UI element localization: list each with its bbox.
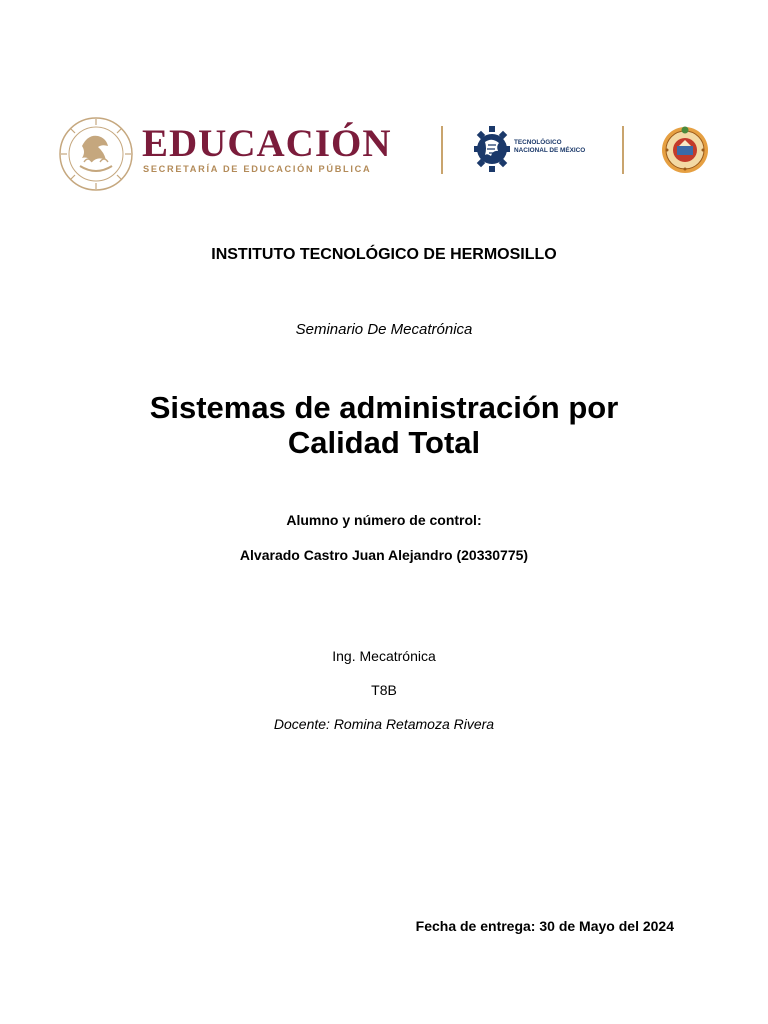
logo-divider — [622, 126, 624, 174]
mexican-coat-of-arms-icon — [58, 116, 134, 192]
tecnm-name — [514, 139, 585, 155]
title-line-2: Calidad Total — [287, 425, 481, 460]
education-subtitle: SECRETARÍA DE EDUCACIÓN PÚBLICA — [143, 164, 372, 174]
header-logos — [0, 110, 768, 190]
education-title: EDUCACIÓN — [142, 122, 392, 165]
teacher: Docente: Romina Retamoza Rivera — [273, 716, 495, 732]
career: Ing. Mecatrónica — [332, 648, 436, 664]
student-name: Alvarado Castro Juan Alejandro (20330775) — [239, 547, 529, 563]
tecnm-line-1: TECNOLÓGICO — [514, 139, 562, 146]
course-name: Seminario De Mecatrónica — [295, 321, 473, 338]
institute-name: INSTITUTO TECNOLÓGICO DE HERMOSILLO — [211, 246, 557, 263]
tecnm-logo-icon — [474, 126, 510, 172]
tecnm-line-2: NACIONAL DE MÉXICO — [514, 147, 586, 154]
document-title — [0, 390, 768, 460]
ith-seal-icon — [661, 126, 709, 174]
title-line-1: Sistemas de administración por — [149, 390, 619, 425]
group: T8B — [371, 682, 397, 698]
logo-divider — [441, 126, 443, 174]
student-label: Alumno y número de control: — [286, 512, 482, 528]
due-date: Fecha de entrega: 30 de Mayo del 2024 — [415, 918, 674, 934]
